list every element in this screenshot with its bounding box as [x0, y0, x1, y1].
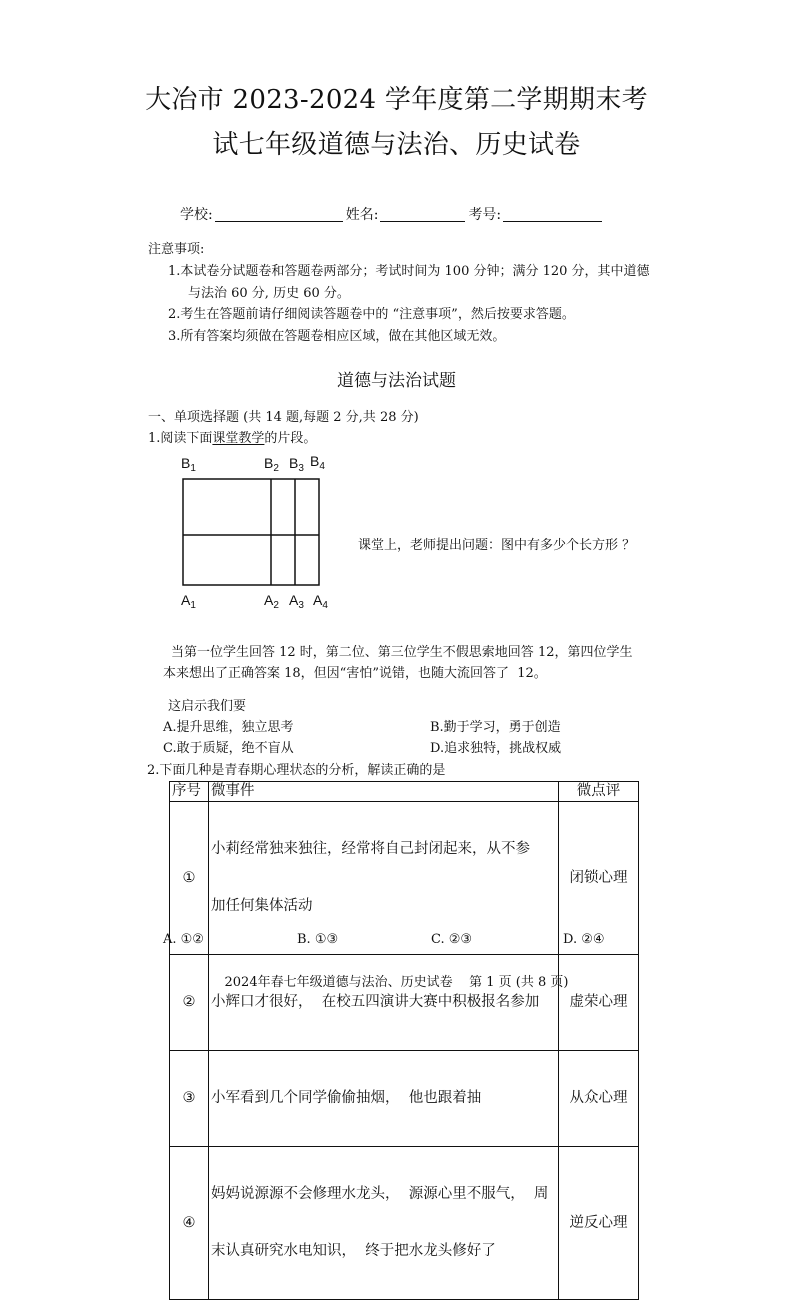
q1-passage-line-2: 本来想出了正确答案 18，但因“害怕”说错，也随大流回答了 12。	[163, 666, 547, 681]
point-letter: B	[264, 455, 274, 471]
school-blank	[215, 206, 343, 222]
q1-option-b: B.勤于学习，勇于创造	[430, 720, 561, 735]
row-comment: 闭锁心理	[559, 802, 639, 955]
row-number: ④	[170, 1147, 209, 1300]
point-label-a1	[181, 592, 196, 614]
point-label-b2	[264, 455, 279, 477]
row-event	[209, 955, 559, 1051]
point-subscript: 4	[322, 600, 328, 611]
q2-stem: 2.下面几种是青春期心理状态的分析，解读正确的是	[147, 763, 446, 778]
exam-number-blank	[503, 206, 602, 222]
point-letter: A	[181, 592, 191, 608]
point-letter: B	[181, 455, 191, 471]
exam-title-line-2: 试七年级道德与法治、历史试卷	[212, 130, 581, 160]
point-subscript: 2	[273, 600, 279, 611]
row-comment: 从众心理	[559, 1051, 639, 1147]
table-row	[170, 955, 639, 1051]
row-event-line: 小辉口才很好， 在校五四演讲大赛中积极报名参加	[211, 994, 540, 1010]
point-label-b4	[310, 453, 325, 475]
page-footer: 2024年春七年级道德与法治、历史试卷 第 1 页 (共 8 页)	[224, 975, 569, 990]
q1-option-a: A.提升思维，独立思考	[163, 720, 294, 735]
point-subscript: 3	[298, 463, 304, 474]
rectangle-figure	[178, 474, 324, 590]
header-number: 序号	[170, 782, 209, 802]
point-subscript: 3	[298, 600, 304, 611]
point-label-b1	[181, 455, 196, 477]
row-event-line: 末认真研究水电知识， 终于把水龙头修好了	[211, 1243, 496, 1259]
point-label-a4	[313, 592, 328, 614]
point-letter: A	[289, 592, 299, 608]
q2-option-a: A. ①②	[163, 932, 204, 947]
row-comment: 逆反心理	[559, 1147, 639, 1300]
q2-table	[169, 781, 639, 1300]
point-letter: B	[289, 455, 299, 471]
point-label-b3	[289, 455, 304, 477]
point-subscript: 4	[319, 461, 325, 472]
notice-item-1-continued: 与法治 60 分, 历史 60 分。	[188, 286, 350, 301]
school-label: 学校:	[180, 207, 213, 223]
notice-heading: 注意事项:	[148, 242, 205, 257]
q1-figure-caption: 课堂上，老师提出问题：图中有多少个长方形 ？	[358, 538, 636, 553]
q1-passage-line-1: 当第一位学生回答 12 时，第二位、第三位学生不假思索地回答 12，第四位学生	[171, 645, 633, 660]
row-comment: 虚荣心理	[559, 955, 639, 1051]
row-number: ②	[170, 955, 209, 1051]
exam-title-line-1: 大冶市 2023-2024 学年度第二学期期末考	[145, 85, 648, 115]
notice-item-1: 1.本试卷分试题卷和答题卷两部分；考试时间为 100 分钟；满分 120 分，其中道德	[168, 264, 650, 279]
name-blank	[380, 206, 465, 222]
q2-option-c: C. ②③	[431, 932, 473, 947]
row-event-line: 加任何集体活动	[211, 898, 313, 914]
notice-item-3: 3.所有答案均须做在答题卷相应区域，做在其他区域无效。	[168, 329, 506, 344]
q2-option-d: D. ②④	[563, 932, 605, 947]
row-number: ①	[170, 802, 209, 955]
point-label-a2	[264, 592, 279, 614]
point-letter: B	[310, 453, 320, 469]
point-subscript: 2	[273, 463, 279, 474]
name-label: 姓名:	[345, 207, 379, 223]
q1-stem-part-3: 的片段。	[264, 431, 317, 446]
q1-prompt: 这启示我们要	[168, 699, 247, 714]
q1-stem-underlined: 课堂教学	[212, 431, 265, 446]
q1-stem	[148, 431, 316, 447]
q1-option-c: C.敢于质疑，绝不盲从	[163, 741, 294, 756]
point-label-a3	[289, 592, 304, 614]
part-heading: 一、单项选择题 (共 14 题,每题 2 分,共 28 分)	[148, 410, 419, 425]
point-subscript: 1	[190, 463, 196, 474]
header-event: 微事件	[209, 782, 559, 802]
point-subscript: 1	[190, 600, 196, 611]
section-title: 道德与法治试题	[337, 371, 456, 391]
header-comment: 微点评	[559, 782, 639, 802]
q1-stem-part-1: 1.阅读下面	[148, 431, 213, 446]
notice-item-2: 2.考生在答题前请仔细阅读答题卷中的 “注意事项”，然后按要求答题。	[168, 307, 575, 322]
row-event	[209, 1051, 559, 1147]
student-info-line	[180, 206, 605, 224]
row-event-line: 小莉经常独来独往，经常将自己封闭起来，从不参	[211, 841, 530, 857]
row-event	[209, 1147, 559, 1300]
exam-number-label: 考号:	[468, 207, 502, 223]
q1-option-d: D.追求独特，挑战权威	[430, 741, 562, 756]
point-letter: A	[313, 592, 323, 608]
point-letter: A	[264, 592, 274, 608]
row-event-line: 妈妈说源源不会修理水龙头， 源源心里不服气， 周	[211, 1186, 549, 1202]
q2-option-b: B. ①③	[297, 932, 339, 947]
row-number: ③	[170, 1051, 209, 1147]
table-header-row	[170, 782, 639, 802]
row-event	[209, 802, 559, 955]
table-row	[170, 1147, 639, 1300]
figure-outer-rect	[183, 479, 319, 585]
row-event-line: 小军看到几个同学偷偷抽烟， 他也跟着抽	[211, 1090, 482, 1106]
table-row	[170, 1051, 639, 1147]
